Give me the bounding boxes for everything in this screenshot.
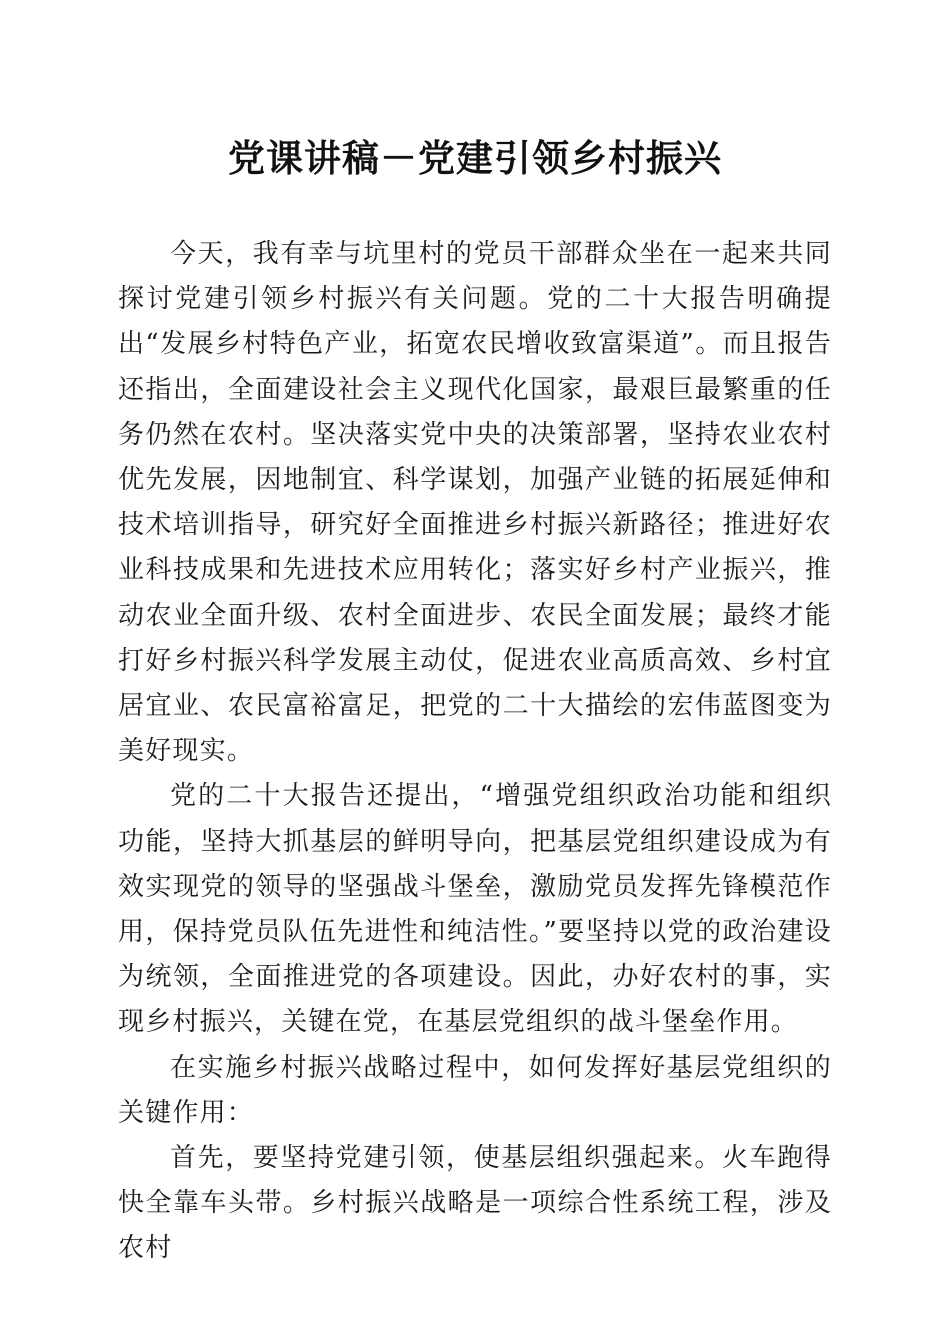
paragraph: 党的二十大报告还提出，“增强党组织政治功能和组织功能，坚持大抓基层的鲜明导向，把基层党组织建设成为有效实现党的领导的坚强战斗堡垒，激励党员发挥先锋模范作用，保持党员队伍先进性和纯洁性。”要坚持以党的政治建设为统领，全面推进党的各项建设。因此，办好农村的事，实现乡村振兴，关键在党，在基层党组织的战斗堡垒作用。 (118, 781, 832, 1038)
paragraph: 在实施乡村振兴战略过程中，如何发挥好基层党组织的关键作用： (118, 1052, 832, 1128)
document-title: 党课讲稿－党建引领乡村振兴 (228, 136, 722, 180)
paragraph: 首先，要坚持党建引领，使基层组织强起来。火车跑得快全靠车头带。乡村振兴战略是一项综合性系统工程，涉及农村 (118, 1143, 832, 1264)
document-body (118, 232, 832, 1272)
paragraph: 今天，我有幸与坑里村的党员干部群众坐在一起来共同探讨党建引领乡村振兴有关问题。党的二十大报告明确提出“发展乡村特色产业，拓宽农民增收致富渠道”。而且报告还指出，全面建设社会主义现代化国家，最艰巨最繁重的任务仍然在农村。坚决落实党中央的决策部署，坚持农业农村优先发展，因地制宜、科学谋划，加强产业链的拓展延伸和技术培训指导，研究好全面推进乡村振兴新路径；推进好农业科技成果和先进技术应用转化；落实好乡村产业振兴，推动农业全面升级、农村全面进步、农民全面发展；最终才能打好乡村振兴科学发展主动仗，促进农业高质高效、乡村宜居宜业、农民富裕富足，把党的二十大描绘的宏伟蓝图变为美好现实。 (118, 239, 832, 767)
